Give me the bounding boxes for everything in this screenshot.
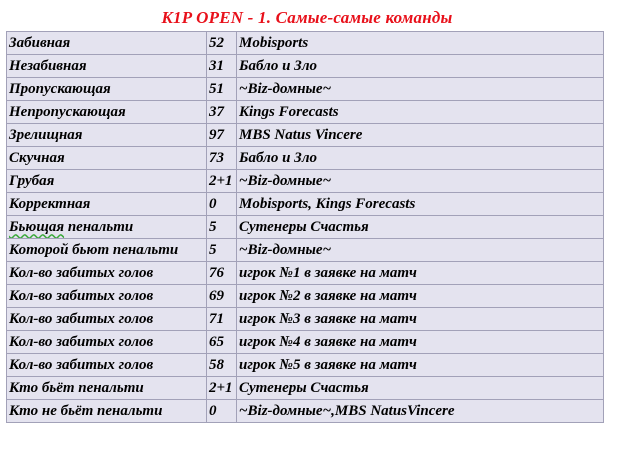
category-cell: Кол-во забитых голов (7, 262, 207, 285)
table-row (7, 308, 604, 331)
value-cell: 31 (207, 55, 237, 78)
value-cell: 97 (207, 124, 237, 147)
category-cell: Скучная (7, 147, 207, 170)
team-cell: игрок №3 в заявке на матч (237, 308, 604, 331)
table-row (7, 193, 604, 216)
team-cell: ~Biz-домные~ (237, 78, 604, 101)
value-cell: 69 (207, 285, 237, 308)
team-cell: ~Biz-домные~ (237, 170, 604, 193)
value-cell: 0 (207, 193, 237, 216)
category-cell: Корректная (7, 193, 207, 216)
value-cell: 58 (207, 354, 237, 377)
value-cell: 52 (207, 32, 237, 55)
team-cell: игрок №2 в заявке на матч (237, 285, 604, 308)
category-cell: Которой бьют пенальти (7, 239, 207, 262)
value-cell: 71 (207, 308, 237, 331)
table-row (7, 78, 604, 101)
page-title (0, 8, 618, 28)
category-cell: Кол-во забитых голов (7, 308, 207, 331)
team-cell: Kings Forecasts (237, 101, 604, 124)
title-text: K1P OPEN - 1. Самые-самые команды (161, 8, 453, 27)
value-cell: 5 (207, 216, 237, 239)
awards-table (6, 31, 604, 423)
table-row (7, 377, 604, 400)
team-cell: Бабло и Зло (237, 147, 604, 170)
value-cell: 5 (207, 239, 237, 262)
category-cell: Кол-во забитых голов (7, 285, 207, 308)
table-row (7, 216, 604, 239)
team-cell: Mobisports, Kings Forecasts (237, 193, 604, 216)
team-cell: Бабло и Зло (237, 55, 604, 78)
team-cell: MBS Natus Vincere (237, 124, 604, 147)
category-word: пенальти (64, 218, 134, 235)
category-cell: Кто не бьёт пенальти (7, 400, 207, 423)
table-row (7, 55, 604, 78)
value-cell: 2+1 (207, 170, 237, 193)
table-row (7, 331, 604, 354)
category-cell: Пропускающая (7, 78, 207, 101)
category-cell: Зрелищная (7, 124, 207, 147)
category-cell: Кол-во забитых голов (7, 331, 207, 354)
table-row (7, 101, 604, 124)
value-cell: 73 (207, 147, 237, 170)
category-cell: Непропускающая (7, 101, 207, 124)
value-cell: 76 (207, 262, 237, 285)
team-cell: ~Biz-домные~ (237, 239, 604, 262)
table-row (7, 400, 604, 423)
team-cell: Mobisports (237, 32, 604, 55)
value-cell: 51 (207, 78, 237, 101)
table-row (7, 170, 604, 193)
table-row (7, 239, 604, 262)
table-row (7, 285, 604, 308)
team-cell: Сутенеры Счастья (237, 216, 604, 239)
category-cell: Незабивная (7, 55, 207, 78)
table-row (7, 354, 604, 377)
category-cell: Кол-во забитых голов (7, 354, 207, 377)
category-cell (7, 216, 207, 239)
value-cell: 0 (207, 400, 237, 423)
table-row (7, 262, 604, 285)
table-row (7, 32, 604, 55)
table-row (7, 124, 604, 147)
team-cell: игрок №1 в заявке на матч (237, 262, 604, 285)
category-word-spellcheck: Бьющая (9, 218, 65, 235)
team-cell: игрок №5 в заявке на матч (237, 354, 604, 377)
team-cell: игрок №4 в заявке на матч (237, 331, 604, 354)
category-cell: Забивная (7, 32, 207, 55)
value-cell: 65 (207, 331, 237, 354)
value-cell: 37 (207, 101, 237, 124)
team-cell: ~Biz-домные~,MBS NatusVincere (237, 400, 604, 423)
category-cell: Кто бьёт пенальти (7, 377, 207, 400)
table-row (7, 147, 604, 170)
category-cell: Грубая (7, 170, 207, 193)
team-cell: Сутенеры Счастья (237, 377, 604, 400)
value-cell: 2+1 (207, 377, 237, 400)
